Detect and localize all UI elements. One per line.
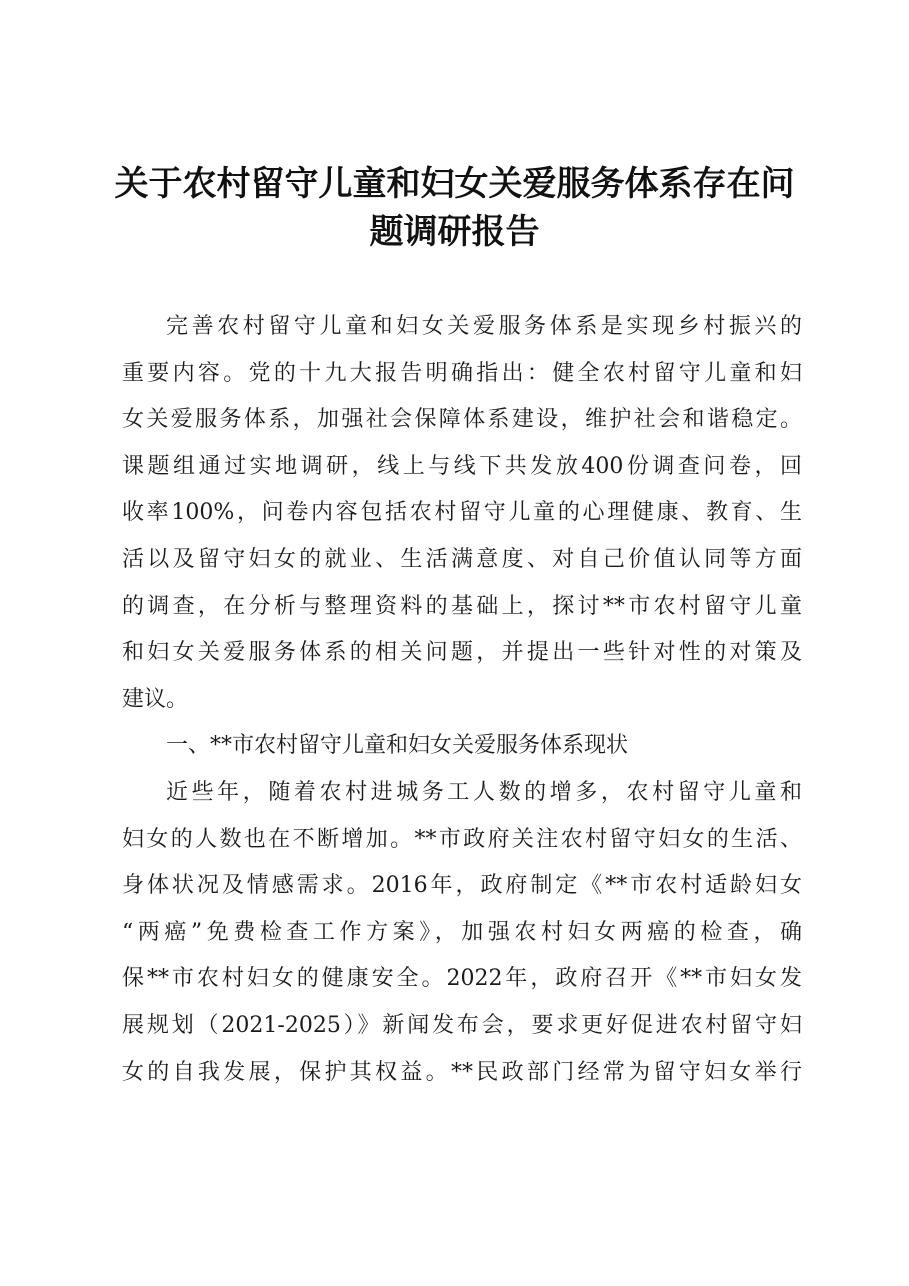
- body-line: 身体状况及情感需求。2016年，政府制定《**市农村适龄妇女: [122, 873, 802, 899]
- body-line: 收率100%，问卷内容包括农村留守儿童的心理健康、教育、生: [122, 500, 802, 526]
- body-line: 的调查，在分析与整理资料的基础上，探讨**市农村留守儿童: [122, 593, 802, 619]
- body-line: 和妇女关爱服务体系的相关问题，并提出一些针对性的对策及: [122, 640, 802, 666]
- body-line: “两癌”免费检查工作方案》，加强农村妇女两癌的检查，确: [122, 919, 802, 945]
- body-line: 妇女的人数也在不断增加。**市政府关注农村留守妇女的生活、: [122, 826, 802, 852]
- body-line: 女的自我发展，保护其权益。**民政部门经常为留守妇女举行: [122, 1059, 802, 1085]
- document-title-line-2: 题调研报告: [369, 212, 540, 252]
- body-line: 活以及留守妇女的就业、生活满意度、对自己价值认同等方面: [122, 546, 802, 572]
- body-line: 重要内容。党的十九大报告明确指出：健全农村留守儿童和妇: [122, 360, 802, 386]
- body-line: 保**市农村妇女的健康安全。2022年，政府召开《**市妇女发: [122, 966, 802, 992]
- document-title-line-1: 关于农村留守儿童和妇女关爱服务体系存在问: [114, 164, 795, 204]
- body-line: 建议。: [122, 686, 189, 712]
- body-line: 课题组通过实地调研，线上与线下共发放400份调查问卷，回: [122, 453, 802, 479]
- body-line: 完善农村留守儿童和妇女关爱服务体系是实现乡村振兴的: [166, 314, 802, 339]
- body-line: 近些年，随着农村进城务工人数的增多，农村留守儿童和: [166, 779, 802, 805]
- body-line: 女关爱服务体系，加强社会保障体系建设，维护社会和谐稳定。: [122, 407, 802, 433]
- section-heading: 一、**市农村留守儿童和妇女关爱服务体系现状: [166, 733, 629, 759]
- body-line: 展规划（2021-2025）》新闻发布会，要求更好促进农村留守妇: [122, 1012, 802, 1038]
- document-body: [122, 304, 802, 1096]
